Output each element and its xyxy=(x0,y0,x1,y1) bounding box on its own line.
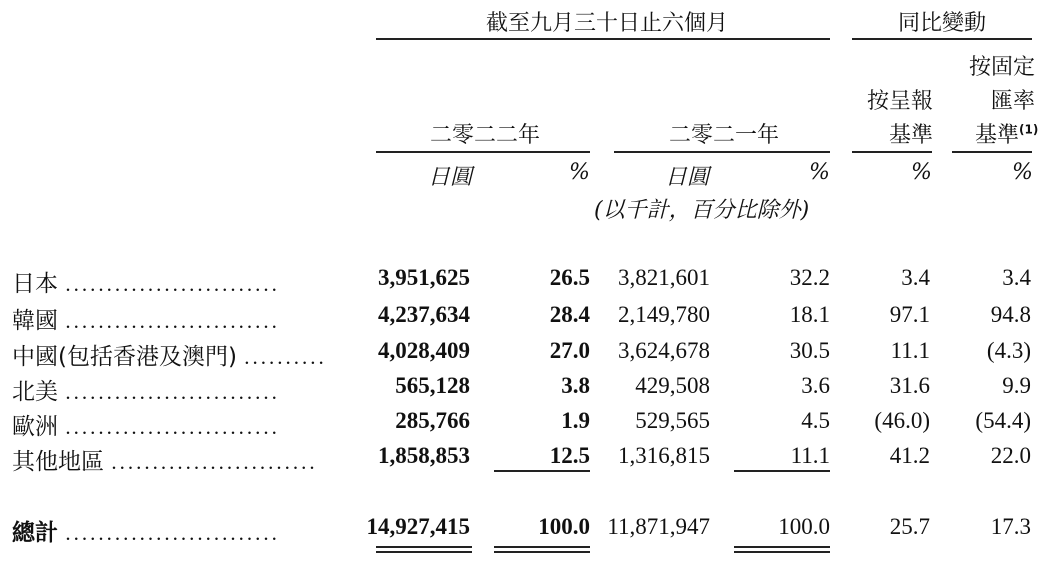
unit-yen-2022: 日圓 xyxy=(428,165,473,190)
row-value-2021: 3,624,678 xyxy=(618,338,710,363)
row-label xyxy=(12,443,318,476)
constant-basis-line2: 匯率 xyxy=(991,89,1036,114)
change-header-rule xyxy=(852,38,1032,40)
unit-note: (以千計，百分比除外) xyxy=(594,198,810,223)
subtotal-rule-2021 xyxy=(734,470,830,472)
row-change-constant: 9.9 xyxy=(1002,373,1031,398)
row-value-2022: 285,766 xyxy=(395,408,470,433)
year-2022-header: 二零二二年 xyxy=(430,123,541,148)
change-header: 同比變動 xyxy=(898,11,987,36)
row-change-reported: 41.2 xyxy=(889,443,930,468)
row-label xyxy=(12,302,280,335)
row-pct-2021: 32.2 xyxy=(789,265,830,290)
row-label-text: 中國(包括香港及澳門) xyxy=(12,344,237,370)
unit-pct-2022: % xyxy=(569,160,590,185)
row-pct-2022: 1.9 xyxy=(561,408,590,433)
row-value-2022: 1,858,853 xyxy=(378,443,470,468)
row-change-reported: 11.1 xyxy=(890,338,930,363)
row-change-reported: 97.1 xyxy=(889,302,930,327)
row-value-2021: 529,565 xyxy=(635,408,710,433)
reported-rule xyxy=(852,151,932,153)
unit-yen-2021: 日圓 xyxy=(665,165,710,190)
reported-basis-line1: 按呈報 xyxy=(867,89,934,114)
row-label xyxy=(12,338,327,371)
row-leader-dots: ......................... xyxy=(111,450,318,474)
row-pct-2021: 18.1 xyxy=(789,302,830,327)
year-2021-header: 二零二一年 xyxy=(669,123,780,148)
row-value-2022: 3,951,625 xyxy=(378,265,470,290)
row-value-2021: 2,149,780 xyxy=(618,302,710,327)
total-double-rule-2021-pct xyxy=(734,546,830,553)
row-value-2021: 429,508 xyxy=(635,373,710,398)
row-pct-2022: 27.0 xyxy=(549,338,590,363)
row-label-text: 日本 xyxy=(12,271,58,297)
year-2021-rule xyxy=(614,151,830,153)
row-label xyxy=(12,373,280,406)
row-change-constant: 22.0 xyxy=(990,443,1031,468)
total-change-reported: 25.7 xyxy=(889,514,930,539)
year-2022-rule xyxy=(376,151,590,153)
total-pct-2021: 100.0 xyxy=(778,514,830,539)
constant-basis-line3 xyxy=(975,118,1038,149)
constant-basis-line1: 按固定 xyxy=(969,55,1036,80)
row-change-constant: 94.8 xyxy=(990,302,1031,327)
constant-rule xyxy=(952,151,1032,153)
total-value-2021: 11,871,947 xyxy=(607,514,710,539)
unit-pct-constant: % xyxy=(1012,160,1033,185)
row-pct-2021: 3.6 xyxy=(801,373,830,398)
footnote-ref: (1) xyxy=(1019,122,1039,137)
row-pct-2022: 3.8 xyxy=(561,373,590,398)
row-change-reported: 31.6 xyxy=(889,373,930,398)
row-label-text: 韓國 xyxy=(12,308,58,334)
row-pct-2021: 4.5 xyxy=(801,408,830,433)
total-leader-dots: .......................... xyxy=(65,521,280,545)
row-value-2021: 3,821,601 xyxy=(618,265,710,290)
total-value-2022: 14,927,415 xyxy=(366,514,470,539)
row-leader-dots: .......................... xyxy=(65,415,280,439)
row-leader-dots: .......................... xyxy=(65,272,280,296)
total-double-rule-2022-pct xyxy=(494,546,590,553)
row-value-2022: 565,128 xyxy=(395,373,470,398)
total-label-text: 總計 xyxy=(12,520,58,546)
row-label-text: 其他地區 xyxy=(12,449,104,475)
reported-basis-line2: 基準 xyxy=(889,123,934,148)
row-label-text: 北美 xyxy=(12,379,58,405)
total-change-constant: 17.3 xyxy=(990,514,1031,539)
row-change-constant: (54.4) xyxy=(975,408,1031,433)
row-label xyxy=(12,265,280,298)
row-pct-2022: 26.5 xyxy=(549,265,590,290)
row-pct-2021: 11.1 xyxy=(790,443,830,468)
constant-basis-line3-text: 基準 xyxy=(975,123,1020,148)
row-change-reported: 3.4 xyxy=(901,265,930,290)
row-leader-dots: .......................... xyxy=(65,380,280,404)
unit-pct-reported: % xyxy=(911,160,932,185)
total-double-rule-2022-value xyxy=(376,546,472,553)
row-leader-dots: .......... xyxy=(244,345,327,369)
total-pct-2022: 100.0 xyxy=(538,514,590,539)
total-label xyxy=(12,514,280,547)
row-pct-2021: 30.5 xyxy=(789,338,830,363)
row-value-2022: 4,028,409 xyxy=(378,338,470,363)
row-leader-dots: .......................... xyxy=(65,309,280,333)
period-header-rule xyxy=(376,38,830,40)
row-pct-2022: 28.4 xyxy=(549,302,590,327)
row-change-constant: (4.3) xyxy=(986,338,1031,363)
unit-pct-2021: % xyxy=(809,160,830,185)
row-label xyxy=(12,408,280,441)
row-label-text: 歐洲 xyxy=(12,414,58,440)
row-pct-2022: 12.5 xyxy=(549,443,590,468)
row-change-constant: 3.4 xyxy=(1002,265,1031,290)
subtotal-rule-2022 xyxy=(494,470,590,472)
row-value-2021: 1,316,815 xyxy=(618,443,710,468)
row-value-2022: 4,237,634 xyxy=(378,302,470,327)
row-change-reported: (46.0) xyxy=(874,408,930,433)
period-header: 截至九月三十日止六個月 xyxy=(486,11,729,36)
